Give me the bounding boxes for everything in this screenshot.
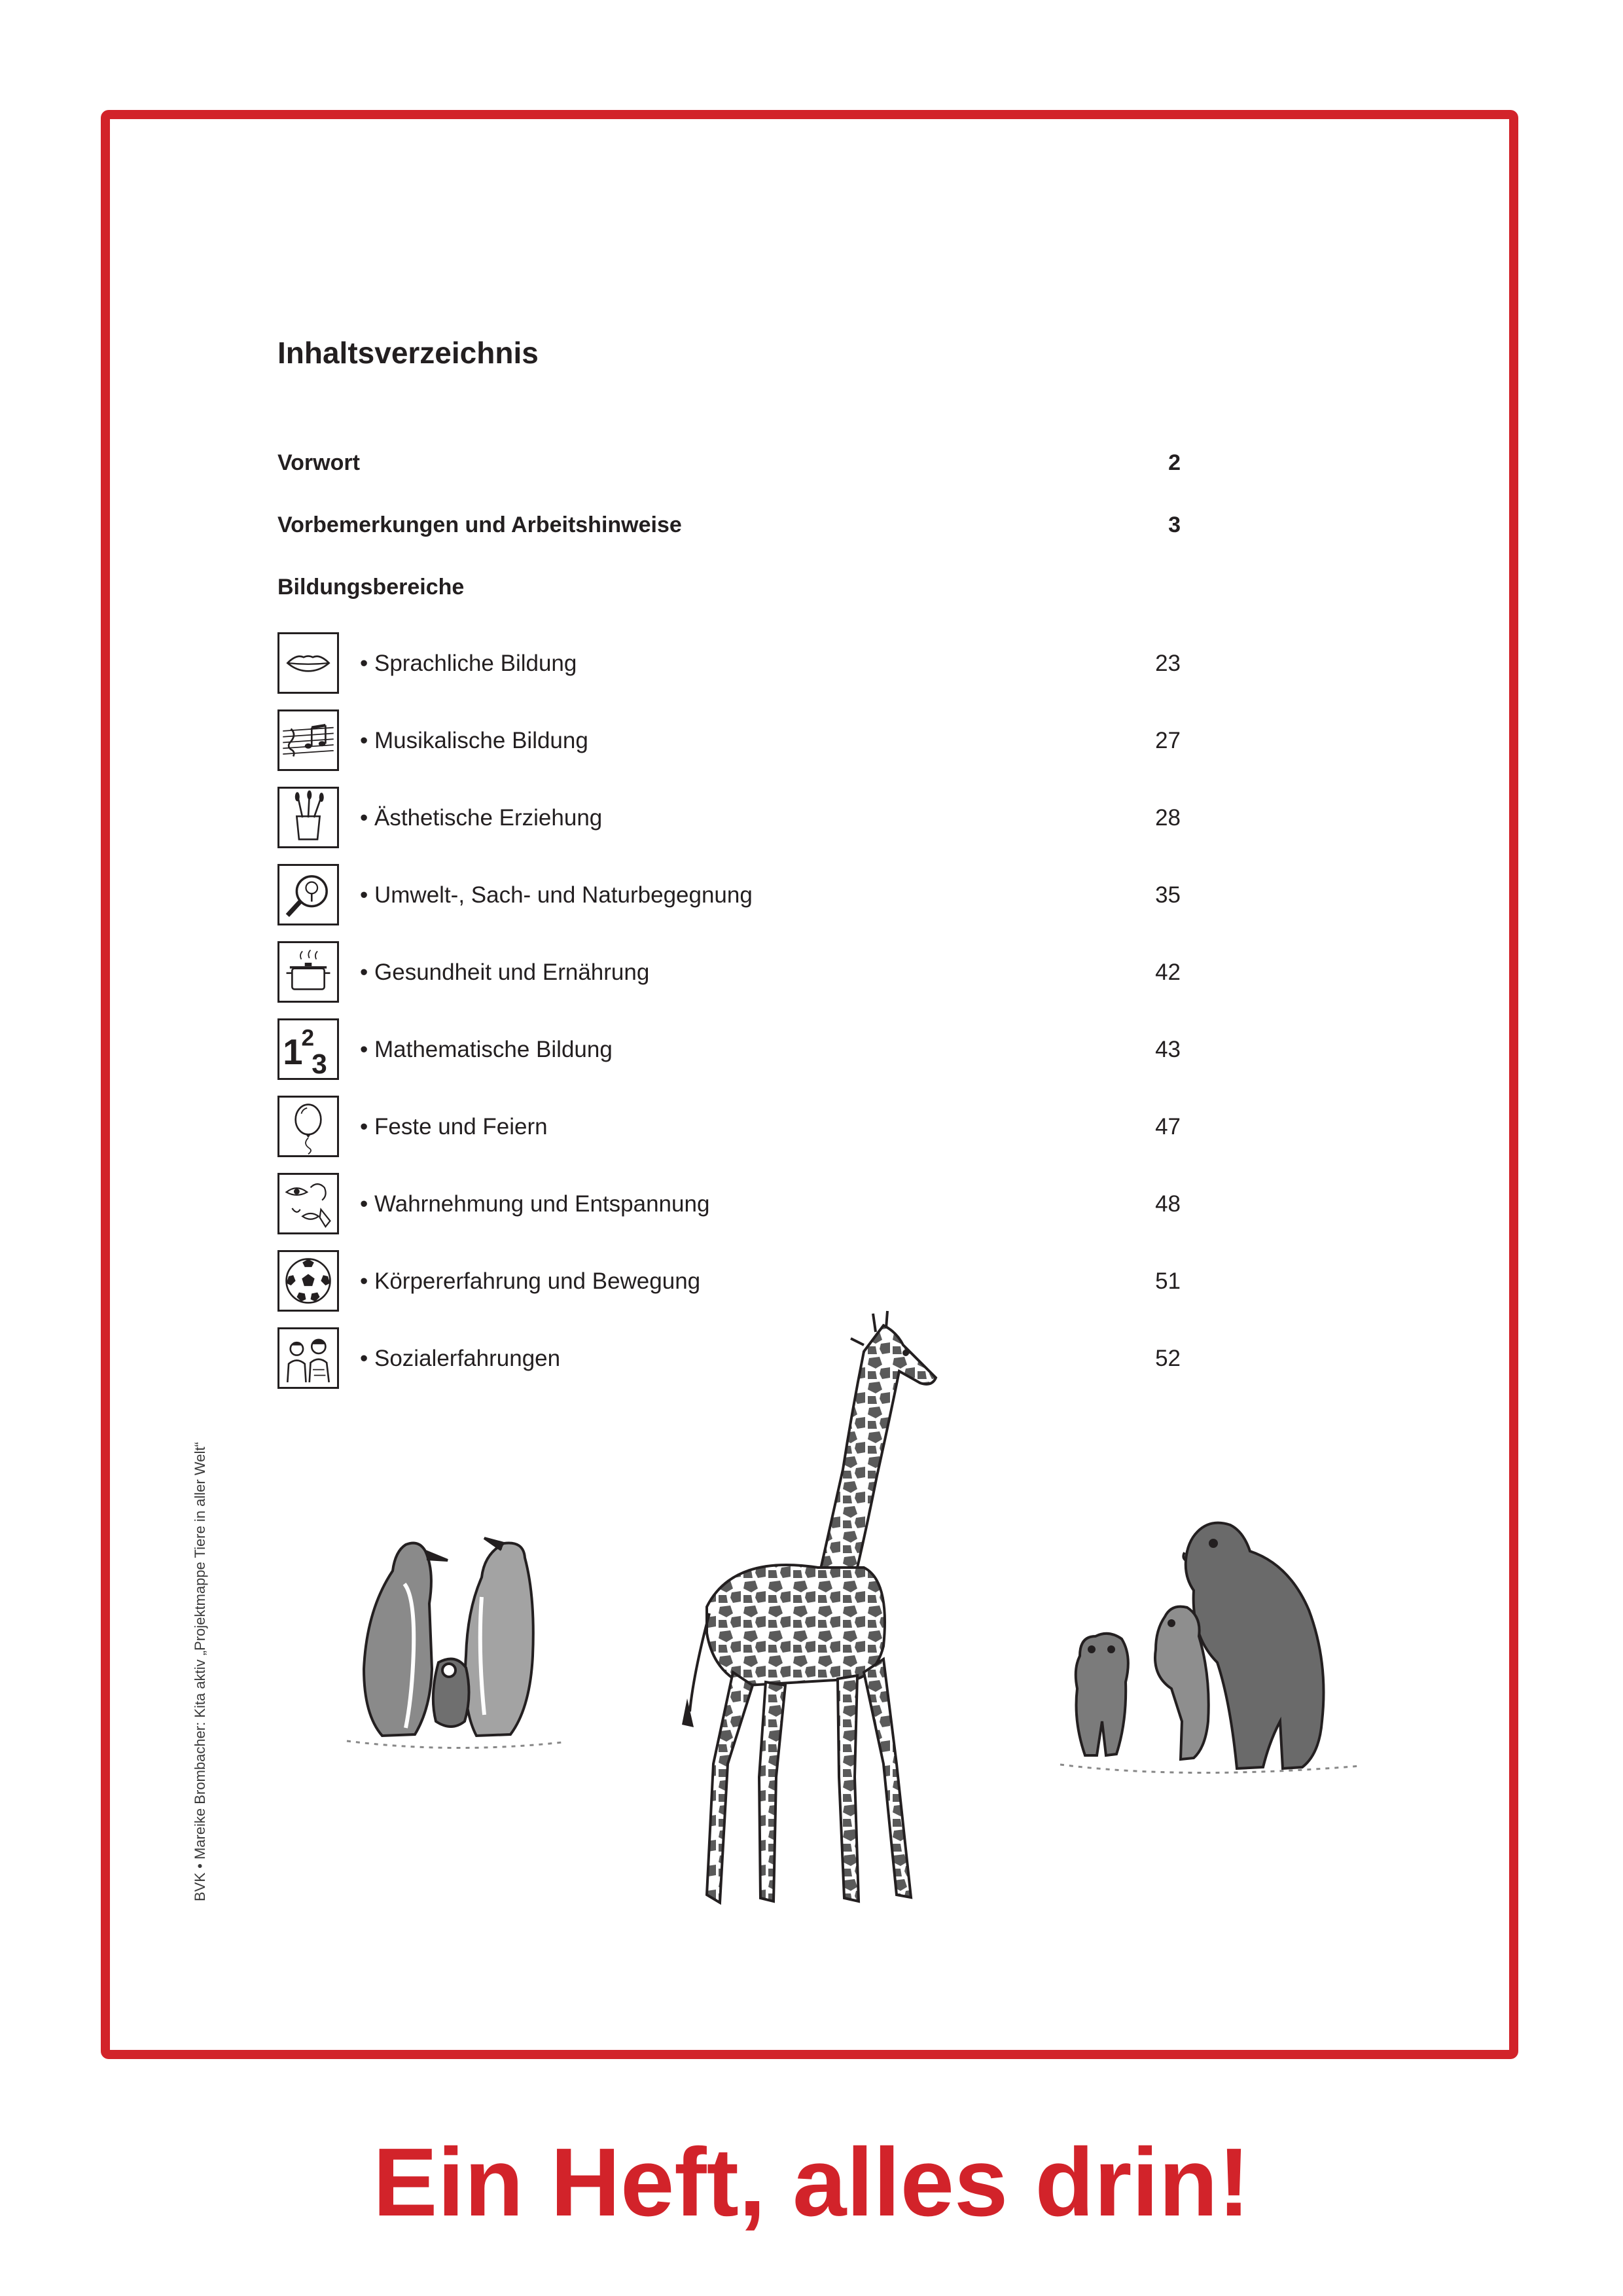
- toc-entry-page: 3: [1168, 512, 1181, 537]
- toc-entry-page: 2: [1168, 450, 1181, 475]
- toc-row-label: • Wahrnehmung und Entspannung: [360, 1191, 710, 1217]
- giraffe-illustration: [668, 1306, 955, 1934]
- toc-row-page: 52: [1155, 1346, 1181, 1371]
- toc-row-label: • Sozialerfahrungen: [360, 1346, 561, 1371]
- toc-entry-vorwort[interactable]: [277, 450, 1181, 483]
- toc-entry-label: Vorbemerkungen und Arbeitshinweise: [277, 512, 682, 537]
- toc-row-label: • Körpererfahrung und Bewegung: [360, 1268, 701, 1294]
- toc-row-label: • Gesundheit und Ernährung: [360, 960, 650, 985]
- toc-row-feste-feiern[interactable]: [277, 1096, 1181, 1160]
- toc-row-mathematische-bildung[interactable]: [277, 1018, 1181, 1083]
- penguins-illustration: [327, 1499, 576, 1761]
- toc-row-gesundheit-ernaehrung[interactable]: [277, 941, 1181, 1005]
- toc-row-label: • Umwelt-, Sach- und Naturbegegnung: [360, 882, 753, 908]
- toc-row-musikalische-bildung[interactable]: [277, 709, 1181, 774]
- toc-row-aesthetische-erziehung[interactable]: [277, 787, 1181, 851]
- brushes-cup-icon: [277, 787, 339, 848]
- toc-entry-vorbemerkungen[interactable]: [277, 512, 1181, 545]
- toc-row-wahrnehmung-entspannung[interactable]: [277, 1173, 1181, 1237]
- slogan-headline: Ein Heft, alles drin!: [372, 2128, 1251, 2236]
- toc-row-label: • Sprachliche Bildung: [360, 651, 577, 676]
- balloon-icon: [277, 1096, 339, 1157]
- toc-row-label: • Ästhetische Erziehung: [360, 805, 603, 831]
- bears-illustration: [1054, 1505, 1374, 1806]
- toc-row-page: 42: [1155, 960, 1181, 985]
- toc-title: Inhaltsverzeichnis: [277, 336, 539, 370]
- music-notes-icon: [277, 709, 339, 771]
- children-icon: [277, 1327, 339, 1389]
- toc-row-label: • Feste und Feiern: [360, 1114, 548, 1139]
- magnifier-tree-icon: [277, 864, 339, 925]
- football-icon: [277, 1250, 339, 1312]
- copyright-side-note: BVK • Mareike Brombacher: Kita aktiv „Projektmappe Tiere in aller Welt“: [192, 1442, 208, 1901]
- toc-row-page: 51: [1155, 1268, 1181, 1294]
- toc-row-umwelt-sach-naturbegegnung[interactable]: [277, 864, 1181, 928]
- svg-text:2: 2: [301, 1025, 315, 1051]
- toc-row-page: 48: [1155, 1191, 1181, 1217]
- section-heading-bildungsbereiche: Bildungsbereiche: [277, 575, 465, 600]
- toc-row-koerpererfahrung-bewegung[interactable]: [277, 1250, 1181, 1314]
- toc-row-label: • Mathematische Bildung: [360, 1037, 613, 1062]
- toc-row-page: 43: [1155, 1037, 1181, 1062]
- numbers-123-icon: [277, 1018, 339, 1080]
- toc-row-page: 27: [1155, 728, 1181, 753]
- toc-row-page: 23: [1155, 651, 1181, 676]
- toc-row-page: 28: [1155, 805, 1181, 831]
- toc-row-page: 47: [1155, 1114, 1181, 1139]
- lips-icon: [277, 632, 339, 694]
- svg-text:1: 1: [283, 1031, 303, 1072]
- toc-row-label: • Musikalische Bildung: [360, 728, 588, 753]
- cooking-pot-icon: [277, 941, 339, 1003]
- svg-text:3: 3: [312, 1048, 327, 1078]
- senses-face-icon: [277, 1173, 339, 1234]
- toc-row-page: 35: [1155, 882, 1181, 908]
- toc-row-sprachliche-bildung[interactable]: [277, 632, 1181, 696]
- toc-entry-label: Vorwort: [277, 450, 360, 475]
